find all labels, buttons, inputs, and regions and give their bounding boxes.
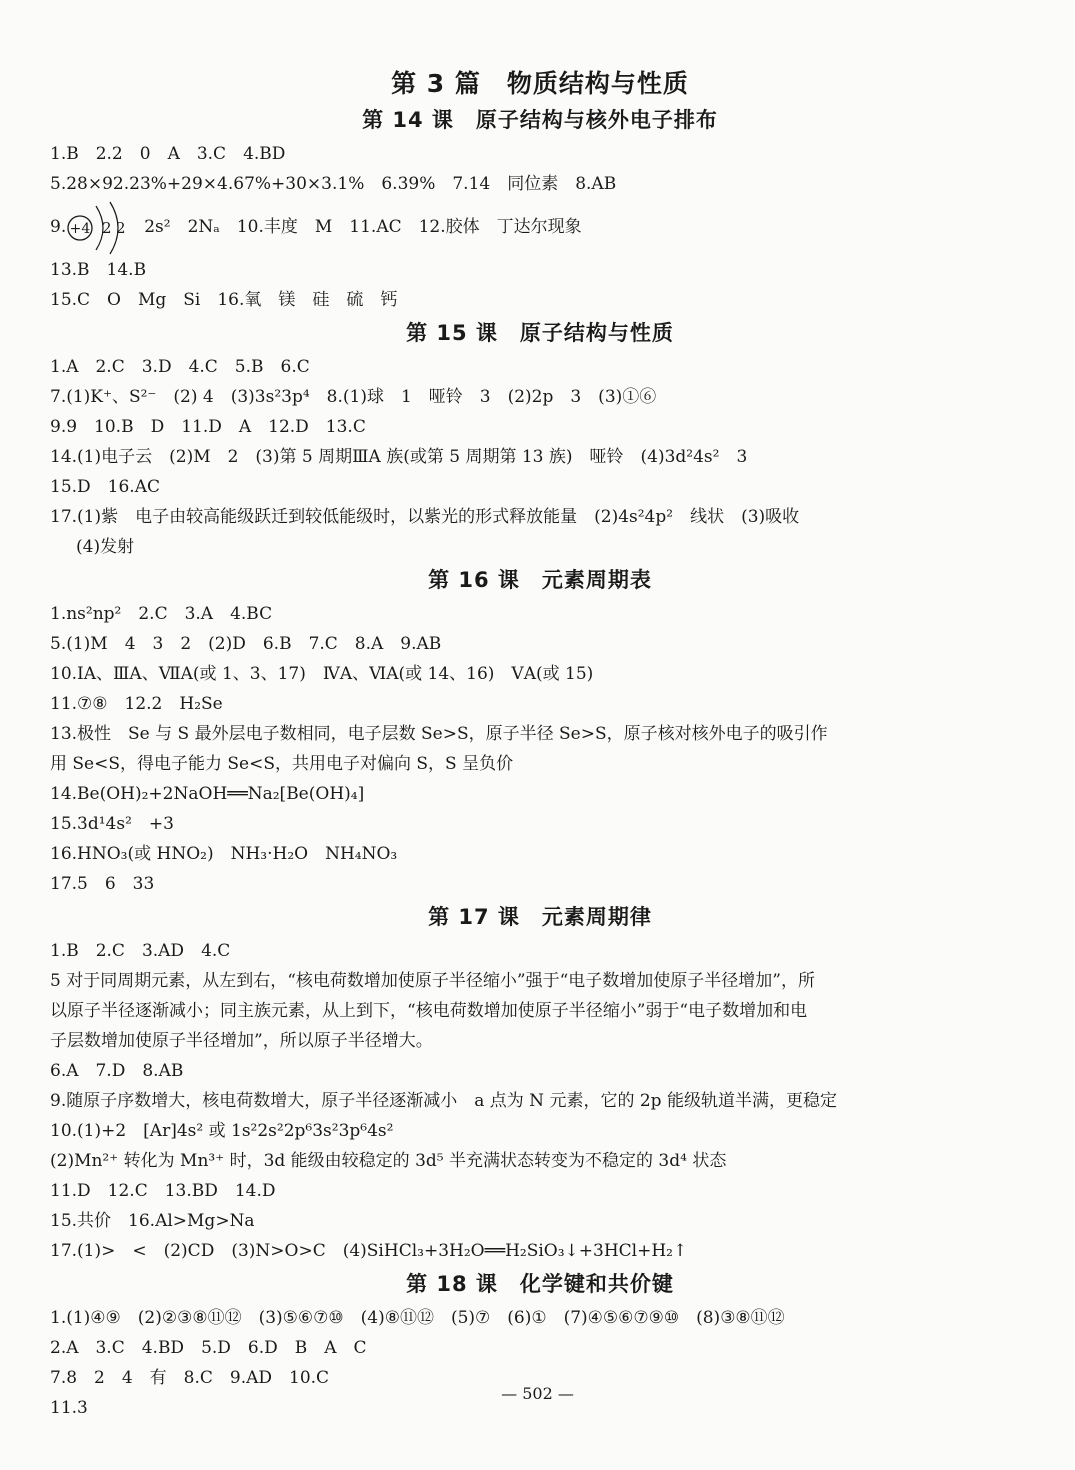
answer-line: 15.共价 16.Al>Mg>Na [50,1211,255,1231]
answer-line-atom-diagram [50,199,1030,255]
answer-line: 11.⑦⑧ 12.2 H₂Se [50,694,223,714]
answer-line: (4)发射 [76,537,135,557]
answer-number: 9. [50,217,67,237]
nucleus-charge: +4 [69,220,91,237]
lessons-container [50,102,1030,1423]
answer-line: 1.A 2.C 3.D 4.C 5.B 6.C [50,357,310,377]
answer-line: 13.B 14.B [50,260,147,280]
answer-line: 5 对于同周期元素，从左到右，“核电荷数增加使原子半径缩小”强于“电子数增加使原子半径增加”，所 [50,971,815,991]
answer-line: 7.8 2 4 有 8.C 9.AD 10.C [50,1368,330,1388]
answer-line: 14.(1)电子云 (2)M 2 (3)第 5 周期ⅢA 族(或第 5 周期第 13 族) 哑铃 (4)3d²4s² 3 [50,447,748,467]
lesson-title: 第 16 课 元素周期表 [428,568,652,592]
lesson-title: 第 15 课 原子结构与性质 [406,321,674,345]
answer-line: 15.D 16.AC [50,477,160,497]
shell-electrons-2: 2 [116,218,126,237]
lesson-title: 第 17 课 元素周期律 [428,905,652,929]
atom-structure-diagram [66,208,136,248]
answer-line: (2)Mn²⁺ 转化为 Mn³⁺ 时，3d 能级由较稳定的 3d⁵ 半充满状态转变为不稳定的 3d⁴ 状态 [50,1151,727,1171]
answer-line: 11.D 12.C 13.BD 14.D [50,1181,276,1201]
page-number: — 502 — [501,1384,574,1403]
answer-line: 9.随原子序数增大，核电荷数增大，原子半径逐渐减小 a 点为 N 元素，它的 2p 能级轨道半满，更稳定 [50,1091,837,1111]
part-title: 第 3 篇 物质结构与性质 [391,69,689,98]
lesson-title: 第 14 课 原子结构与核外电子排布 [362,108,718,132]
answer-line: 9.9 10.B D 11.D A 12.D 13.C [50,417,366,437]
answer-page [50,66,1030,1423]
answer-line: 以原子半径逐渐减小；同主族元素，从上到下，“核电荷数增加使原子半径缩小”弱于“电子数增加和电 [50,1001,808,1021]
answer-line: 15.3d¹4s² +3 [50,814,174,834]
answer-line: 2.A 3.C 4.BD 5.D 6.D B A C [50,1338,367,1358]
answer-line: 11.3 [50,1398,88,1418]
answer-text: 2s² 2Nₐ 10.丰度 M 11.AC 12.胶体 丁达尔现象 [144,217,582,237]
answer-line: 14.Be(OH)₂+2NaOH══Na₂[Be(OH)₄] [50,784,365,804]
answer-line: 15.C O Mg Si 16.氧 镁 硅 硫 钙 [50,290,398,310]
answer-line: 1.ns²np² 2.C 3.A 4.BC [50,604,273,624]
answer-line: 5.(1)M 4 3 2 (2)D 6.B 7.C 8.A 9.AB [50,634,442,654]
answer-line: 1.(1)④⑨ (2)②③⑧⑪⑫ (3)⑤⑥⑦⑩ (4)⑧⑪⑫ (5)⑦ (6)① (7)④⑤⑥⑦⑨⑩ (8)③⑧⑪⑫ [50,1308,785,1328]
answer-line: 1.B 2.2 0 A 3.C 4.BD [50,144,286,164]
shell-electrons-1: 2 [102,218,112,237]
answer-line: 用 Se<S，得电子能力 Se<S，共用电子对偏向 S，S 呈负价 [50,754,514,774]
answer-line: 6.A 7.D 8.AB [50,1061,184,1081]
answer-line: 16.HNO₃(或 HNO₂) NH₃·H₂O NH₄NO₃ [50,844,398,864]
answer-line: 17.5 6 33 [50,874,155,894]
answer-line: 子层数增加使原子半径增加”，所以原子半径增大。 [50,1031,433,1051]
answer-line: 5.28×92.23%+29×4.67%+30×3.1% 6.39% 7.14 同位素 8.AB [50,174,617,194]
answer-line: 7.(1)K⁺、S²⁻ (2) 4 (3)3s²3p⁴ 8.(1)球 1 哑铃 3 (2)2p 3 (3)①⑥ [50,387,657,407]
answer-line: 1.B 2.C 3.AD 4.C [50,941,231,961]
answer-line: 17.(1)紫 电子由较高能级跃迁到较低能级时，以紫光的形式释放能量 (2)4s²4p² 线状 (3)吸收 [50,507,800,527]
answer-line: 17.(1)> < (2)CD (3)N>O>C (4)SiHCl₃+3H₂O══H₂SiO₃↓+3HCl+H₂↑ [50,1241,688,1261]
answer-line: 10.ⅠA、ⅢA、ⅦA(或 1、3、17) ⅣA、ⅥA(或 14、16) ⅤA(或 15) [50,664,594,684]
answer-line: 13.极性 Se 与 S 最外层电子数相同，电子层数 Se>S，原子半径 Se>S，原子核对核外电子的吸引作 [50,724,828,744]
answer-line: 10.(1)+2 [Ar]4s² 或 1s²2s²2p⁶3s²3p⁶4s² [50,1121,394,1141]
lesson-title: 第 18 课 化学键和共价键 [406,1272,674,1296]
